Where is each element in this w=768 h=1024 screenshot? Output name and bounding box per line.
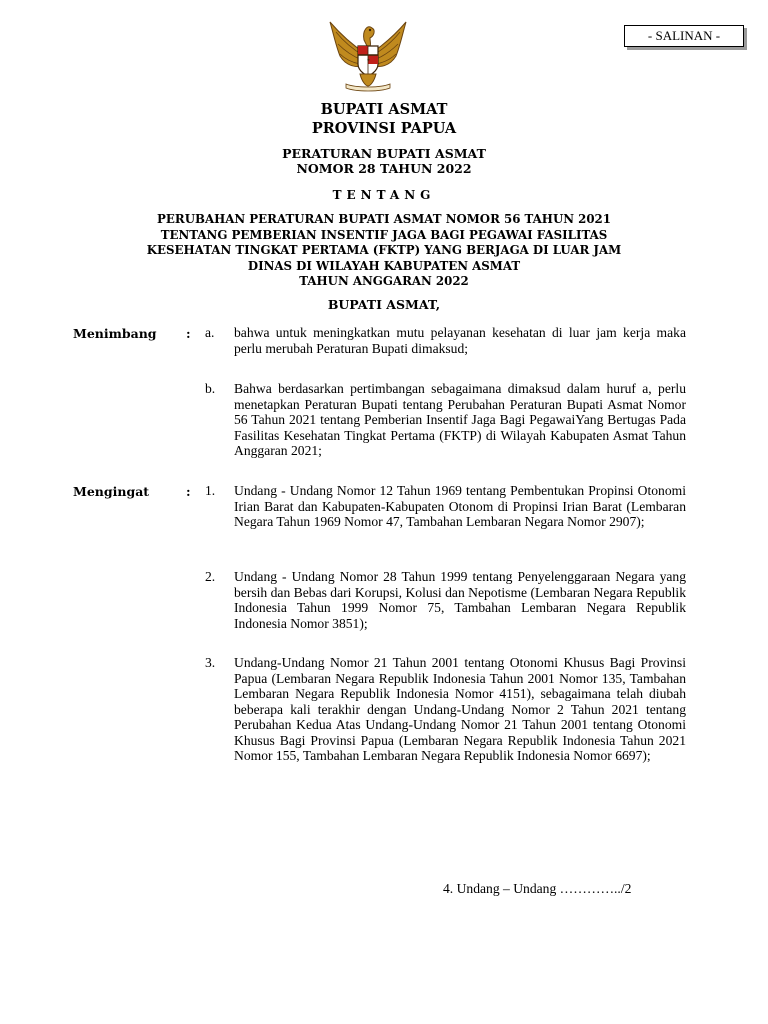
authority-heading: BUPATI ASMAT, xyxy=(327,297,441,312)
regent-title: BUPATI ASMAT xyxy=(320,101,448,118)
salinan-stamp: - SALINAN - xyxy=(624,25,744,47)
list-item xyxy=(205,569,686,631)
item-marker: b. xyxy=(205,381,216,396)
mengingat-colon: : xyxy=(186,484,191,499)
list-item xyxy=(205,483,686,530)
item-text: Bahwa berdasarkan pertimbangan sebagaimana dimaksud dalam huruf a, perlu menetapkan Peraturan Bupati tentang Perubahan Peraturan Bupati Asmat Nomor 56 Tahun 2021 tentang Pemberian Insentif Jaga Bagi PegawaiYang Bertugas Pada Fasilitas Kesehatan Tingkat Pertama (FKTP) di Wilayah Kabupaten Asmat Tahun Anggaran 2021; xyxy=(234,381,686,458)
regulation-subject xyxy=(60,212,708,290)
subject-line: TAHUN ANGGARAN 2022 xyxy=(299,274,469,288)
item-text: Undang - Undang Nomor 12 Tahun 1969 tentang Pembentukan Propinsi Otonomi Irian Barat dan Kabupaten-Kabupaten Otonom di Propinsi Irian Barat (Lembaran Negara Tahun 1969 Nomor 47, Tambahan Lembaran Negara Nomor 2907); xyxy=(234,483,686,529)
item-marker: 1. xyxy=(205,483,216,498)
list-item xyxy=(205,381,686,459)
regulation-name: PERATURAN BUPATI ASMAT xyxy=(282,146,486,161)
garuda-emblem-icon xyxy=(320,16,416,92)
page-continuation: 4. Undang – Undang …………../2 xyxy=(443,881,632,896)
subject-line: TENTANG PEMBERIAN INSENTIF JAGA BAGI PEGAWAI FASILITAS xyxy=(160,227,608,242)
menimbang-colon: : xyxy=(186,326,191,341)
document-heading xyxy=(70,100,698,138)
subject-line: KESEHATAN TINGKAT PERTAMA (FKTP) YANG BERJAGA DI LUAR JAM xyxy=(146,243,622,257)
mengingat-label: Mengingat xyxy=(73,484,150,499)
province-title: PROVINSI PAPUA xyxy=(311,120,457,137)
item-text: Undang - Undang Nomor 28 Tahun 1999 tentang Penyelenggaraan Negara yang bersih dan Bebas dari Korupsi, Kolusi dan Nepotisme (Lembaran Negara Republik Indonesia Tahun 1999 Nomor 75, Tambahan Lembaran Negara Republik Indonesia Nomor 3851); xyxy=(234,569,686,631)
subject-line: PERUBAHAN PERATURAN BUPATI ASMAT NOMOR 56 TAHUN 2021 xyxy=(157,212,611,226)
list-item xyxy=(205,655,686,764)
item-text: bahwa untuk meningkatkan mutu pelayanan kesehatan di luar jam kerja maka perlu merubah Peraturan Bupati dimaksud; xyxy=(234,325,686,356)
item-marker: 3. xyxy=(205,655,216,670)
menimbang-label: Menimbang xyxy=(73,326,157,341)
item-marker: 2. xyxy=(205,569,216,584)
item-marker: a. xyxy=(205,325,215,340)
regulation-heading xyxy=(70,146,698,176)
list-item xyxy=(205,325,686,356)
regulation-number: NOMOR 28 TAHUN 2022 xyxy=(296,161,472,176)
item-text: Undang-Undang Nomor 21 Tahun 2001 tentang Otonomi Khusus Bagi Provinsi Papua (Lembaran Negara Republik Indonesia Tahun 2001 Nomor 135, Tambahan Lembaran Negara Republik Indonesia Nomor 4151), sebagaimana telah diubah beberapa kali terakhir dengan Undang-Undang Nomor 2 Tahun 2021 tentang Perubahan Kedua Atas Undang-Undang Nomor 21 Tahun 2001 tentang Otonomi Khusus Bagi Provinsi Papua (Lembaran Negara Republik Indonesia Tahun 2021 Nomor 155, Tambahan Lembaran Negara Republik Indonesia Nomor 6697); xyxy=(234,655,686,763)
tentang-heading: TENTANG xyxy=(332,188,436,202)
subject-line: DINAS DI WILAYAH KABUPATEN ASMAT xyxy=(247,258,521,273)
